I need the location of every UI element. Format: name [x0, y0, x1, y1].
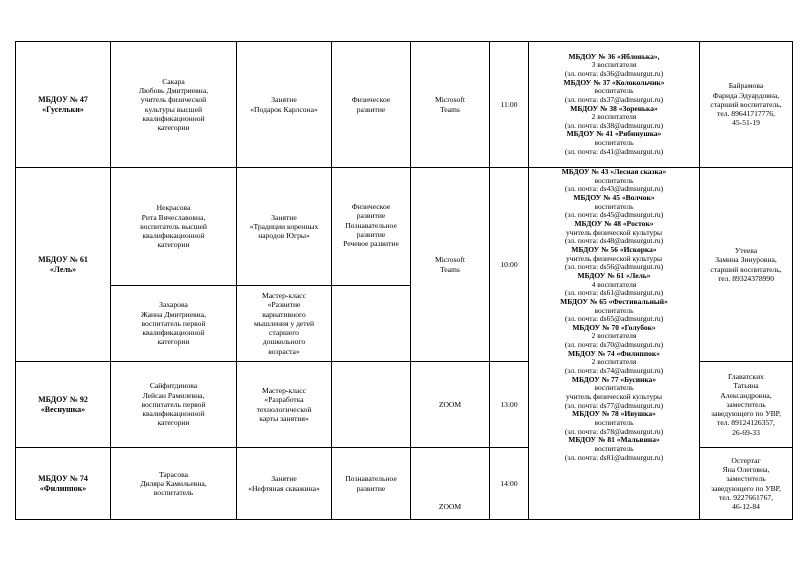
cell-line: Яна Олеговна,	[722, 465, 770, 474]
cell-line: МБДОУ № 92	[38, 394, 88, 404]
cell-line: развитие	[356, 229, 386, 239]
participant-role: воспитатель	[594, 418, 634, 428]
event-cell	[237, 42, 332, 168]
cell-line: Мастер-класс	[261, 291, 307, 301]
contact-cell	[700, 362, 793, 448]
participant-org: МБДОУ № 56 «Искорка»	[571, 244, 657, 254]
time-cell	[490, 362, 529, 448]
host-org-cell	[16, 448, 111, 520]
participant-org: МБДОУ № 43 «Лесная сказка»	[561, 167, 667, 176]
area-cell	[332, 286, 411, 362]
cell-line: Microsoft	[435, 255, 465, 265]
participant-org: МБДОУ № 45 «Волчок»	[573, 192, 655, 202]
cell-line: Рита Вячеславовна,	[141, 212, 206, 222]
cell-line: возраста»	[268, 346, 300, 356]
cell-line: тел. 89324378990	[717, 273, 775, 283]
platform-cell	[411, 42, 490, 168]
cell-line: Замина Зинуровна,	[715, 255, 777, 265]
participant-email: (эл. почта: ds74@admsurgut.ru)	[564, 366, 664, 376]
cell-line: воспитатель первой	[141, 318, 206, 328]
cell-line: «Гусельки»	[42, 104, 84, 114]
cell-line: Остертаг	[731, 455, 761, 465]
presenter-cell	[111, 448, 237, 520]
participant-org: МБДОУ № 37 «Колокольчик»	[563, 77, 665, 87]
host-org-cell	[16, 362, 111, 448]
participant-role: 2 воспитателя	[591, 331, 637, 341]
cell-line: МБДОУ № 47	[38, 94, 88, 104]
participant-email: (эл. почта: ds36@admsurgut.ru)	[564, 68, 664, 78]
area-cell	[332, 42, 411, 168]
cell-line: категории	[157, 418, 190, 428]
cell-line: заместитель	[726, 399, 766, 409]
cell-line: «Развитие	[267, 300, 301, 310]
cell-line: квалификационной	[142, 113, 205, 123]
contact-cell	[700, 448, 793, 520]
area-cell	[332, 448, 411, 520]
cell-line: Фарида Эдуардовна,	[712, 90, 780, 100]
cell-line: воспитатель высшей	[140, 221, 207, 231]
participant-email: (эл. почта: ds65@admsurgut.ru)	[564, 314, 664, 324]
participant-email: (эл. почта: ds56@admsurgut.ru)	[564, 262, 664, 272]
cell-line: мышления у детей	[253, 318, 315, 328]
participant-org: МБДОУ № 36 «Яблонька»,	[568, 51, 660, 61]
presenter-cell	[111, 168, 237, 286]
cell-line: категории	[157, 337, 190, 347]
cell-line: Некрасова	[156, 203, 191, 213]
participant-org: МБДОУ № 48 «Росток»	[574, 218, 654, 228]
presenter-cell	[111, 362, 237, 448]
cell-line: Главатских	[728, 372, 764, 382]
participant-role: 4 воспитателя	[591, 279, 637, 289]
participant-org: МБДОУ № 38 «Зоренька»	[570, 103, 658, 113]
contact-cell	[700, 168, 793, 362]
cell-line: Сакара	[162, 76, 185, 86]
cell-line: заместитель	[726, 474, 766, 484]
cell-line: категории	[157, 123, 190, 132]
cell-line: вариативного	[262, 309, 306, 319]
cell-line: Захарова	[159, 300, 188, 310]
table-row	[16, 42, 793, 168]
participant-email: (эл. почта: ds70@admsurgut.ru)	[564, 340, 664, 350]
cell-line: Teams	[440, 264, 460, 274]
event-cell	[237, 362, 332, 448]
platform-cell	[411, 448, 490, 520]
participant-org: МБДОУ № 61 «Лель»	[577, 270, 651, 280]
cell-line: технологической	[256, 404, 312, 414]
participant-role: воспитатель	[594, 383, 634, 393]
cell-line: дошкольного	[262, 337, 306, 347]
cell-line: развитие	[356, 104, 386, 114]
cell-line: «Традиции коренных	[249, 221, 319, 231]
participant-role: воспитатель	[594, 175, 634, 185]
cell-line: Мастер-класс	[261, 386, 307, 395]
cell-line: ZOOM	[438, 501, 462, 511]
cell-line: культуры высшей	[144, 104, 203, 114]
cell-line: Любовь Дмитриевна,	[138, 86, 209, 95]
cell-line: 46-12-84	[732, 502, 760, 511]
participant-email: (эл. почта: ds61@admsurgut.ru)	[564, 288, 664, 298]
area-cell	[332, 362, 411, 448]
participant-email: (эл. почта: ds77@admsurgut.ru)	[564, 400, 664, 410]
participant-role: 2 воспитателя	[591, 357, 637, 367]
cell-line: «Разработка	[264, 395, 304, 405]
cell-line: МБДОУ № 61	[38, 254, 88, 264]
host-org-cell	[16, 168, 111, 362]
participants-cell	[529, 168, 700, 520]
participant-org: МБДОУ № 77 «Бусинка»	[571, 374, 657, 384]
cell-line: Познавательное	[345, 220, 397, 230]
platform-cell	[411, 168, 490, 362]
participant-role: воспитатель	[594, 444, 634, 453]
participant-email: (эл. почта: ds38@admsurgut.ru)	[564, 120, 664, 130]
cell-line: Лейсан Рамилевна,	[142, 390, 205, 400]
cell-line: Речевое развитие	[343, 239, 399, 248]
cell-line: квалификационной	[142, 409, 205, 419]
cell-line: Байрамова	[728, 81, 764, 91]
participant-org: МБДОУ № 65 «Фестивальный»	[560, 296, 668, 306]
cell-line: заведующего по УВР,	[711, 483, 781, 493]
table-row	[16, 168, 793, 286]
host-org-cell	[16, 42, 111, 168]
cell-line: Тарасова	[158, 469, 188, 479]
participant-role: 2 воспитателя	[591, 112, 637, 122]
participant-role: учитель физической культуры	[565, 392, 663, 402]
event-cell	[237, 286, 332, 362]
time-value: 10:00	[500, 259, 518, 269]
area-cell	[332, 168, 411, 286]
time-value: 11:00	[500, 99, 518, 109]
cell-line: 45-51-19	[732, 118, 760, 128]
participant-email: (эл. почта: ds43@admsurgut.ru)	[564, 184, 664, 194]
presenter-cell	[111, 42, 237, 168]
participant-role: воспитатель	[594, 201, 634, 211]
cell-line: МБДОУ № 74	[38, 473, 88, 483]
time-cell	[490, 448, 529, 520]
event-cell	[237, 168, 332, 286]
cell-line: старший воспитатель,	[710, 264, 782, 274]
cell-line: заведующего по УВР,	[711, 409, 781, 419]
participant-role: 3 воспитателя	[591, 60, 637, 70]
cell-line: учитель физической	[140, 95, 207, 105]
participant-role: учитель физической культуры	[565, 227, 663, 237]
cell-line: Физическое	[351, 95, 391, 105]
contact-cell	[700, 42, 793, 168]
time-cell	[490, 42, 529, 168]
presenter-cell	[111, 286, 237, 362]
cell-line: Microsoft	[435, 95, 465, 105]
participant-org: МБДОУ № 41 «Рябинушка»	[566, 129, 662, 139]
platform-cell	[411, 362, 490, 448]
cell-line: Татьяна	[733, 381, 759, 391]
cell-line: «Лель»	[49, 264, 77, 274]
cell-line: старшего	[269, 328, 299, 338]
time-value: 13:00	[500, 399, 518, 409]
participant-org: МБДОУ № 70 «Голубок»	[572, 322, 656, 332]
participant-role: воспитатель	[594, 138, 634, 148]
cell-line: воспитатель	[153, 488, 194, 498]
participant-email: (эл. почта: ds45@admsurgut.ru)	[564, 210, 664, 220]
cell-line: Диляра Камильевна,	[140, 478, 207, 488]
time-value: 14:00	[500, 478, 518, 488]
participant-org: МБДОУ № 81 «Мальвина»	[568, 435, 660, 445]
cell-line: квалификационной	[142, 231, 205, 241]
cell-line: Познавательное	[345, 474, 397, 484]
cell-line: «Нефтяная скважина»	[248, 483, 320, 493]
cell-line: «Подарок Карлсона»	[250, 104, 318, 114]
participant-email: (эл. почта: ds41@admsurgut.ru)	[564, 146, 664, 156]
cell-line: тел. 89124126357,	[717, 418, 775, 428]
participant-email: (эл. почта: ds48@admsurgut.ru)	[564, 236, 664, 246]
cell-line: «Филиппок»	[39, 483, 87, 493]
participant-org: МБДОУ № 78 «Ивушка»	[572, 409, 656, 419]
cell-line: категории	[157, 240, 190, 250]
participant-role: воспитатель	[594, 86, 634, 96]
participant-role: воспитатель	[594, 305, 634, 315]
cell-line: Сайфитдинова	[149, 381, 198, 391]
cell-line: Занятие	[271, 212, 297, 222]
cell-line: «Веснушка»	[40, 404, 86, 414]
cell-line: развитие	[356, 211, 386, 221]
participant-org: МБДОУ № 74 «Филиппок»	[568, 348, 660, 358]
time-cell	[490, 168, 529, 362]
cell-line: 26-69-33	[732, 427, 760, 437]
events-table	[15, 41, 793, 520]
cell-line: старший воспитатель,	[710, 99, 782, 109]
cell-line: Физическое	[351, 202, 391, 211]
cell-line: развитие	[356, 483, 386, 493]
cell-line: карты занятия»	[259, 413, 309, 423]
cell-line: Занятие	[271, 474, 297, 484]
cell-line: Утеева	[734, 246, 758, 255]
participants-cell	[529, 42, 700, 168]
cell-line: Занятие	[271, 95, 297, 105]
participant-email: (эл. почта: ds37@admsurgut.ru)	[564, 94, 664, 104]
cell-line: ZOOM	[438, 399, 462, 409]
cell-line: воспитатель первой	[141, 399, 206, 409]
cell-line: народов Югры»	[258, 231, 310, 241]
participant-email: (эл. почта: ds78@admsurgut.ru)	[564, 426, 664, 436]
cell-line: квалификационной	[142, 328, 205, 338]
participant-role: учитель физической культуры	[565, 253, 663, 263]
cell-line: тел. 89641717776,	[717, 109, 775, 119]
cell-line: Александровна,	[720, 390, 772, 400]
cell-line: Teams	[440, 104, 460, 114]
event-cell	[237, 448, 332, 520]
participant-email: (эл. почта: ds81@admsurgut.ru)	[564, 452, 664, 462]
cell-line: тел. 9227661767,	[718, 492, 774, 502]
cell-line: Жанна Дмитриевна,	[141, 309, 206, 319]
